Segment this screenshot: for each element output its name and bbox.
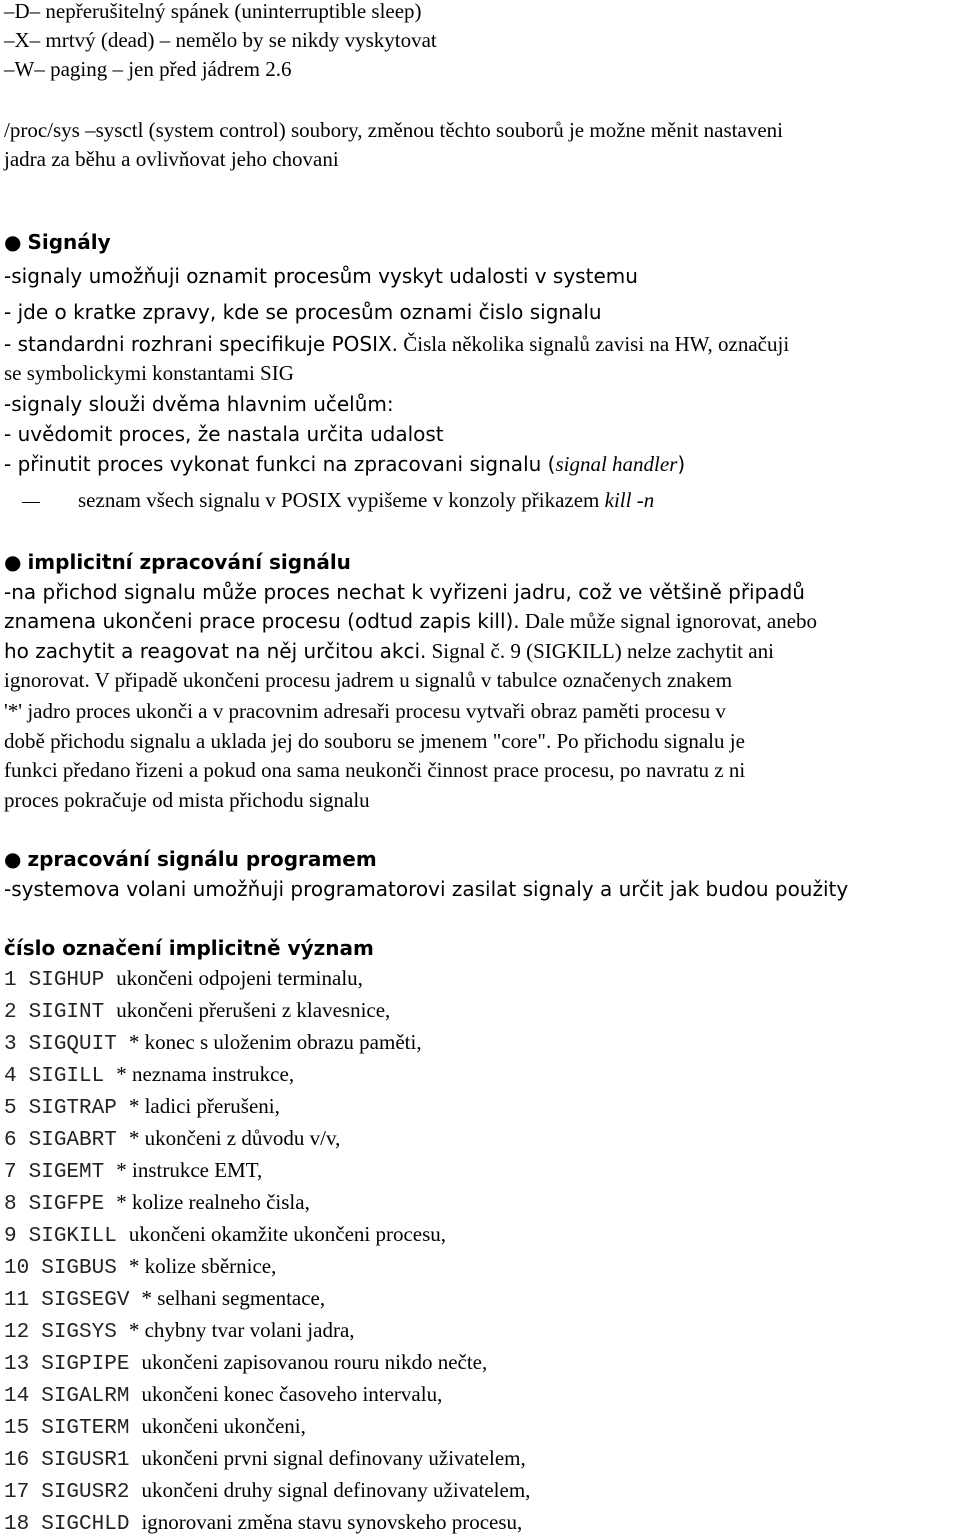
table-row <box>4 1060 294 1091</box>
implicit-line-1: -na přichod signalu může proces nechat k vyřizeni jadru, což ve většině připadů <box>4 580 805 604</box>
signal-number: 13 <box>4 1353 30 1376</box>
signal-number: 6 <box>4 1129 17 1152</box>
implicit-line-2 <box>4 607 817 635</box>
signals-posix-line <box>4 330 789 358</box>
implicit-line-2a: znamena ukončeni prace procesu (odtud zapis kill). <box>4 609 520 633</box>
signal-name: SIGSYS <box>41 1321 117 1344</box>
procsys-line-1: /proc/sys –sysctl (system control) soubory, změnou těchto souborů je možne měnit nastaveni <box>4 118 783 142</box>
table-row <box>4 1284 325 1315</box>
signal-number: 15 <box>4 1417 30 1440</box>
signal-description: ukončeni druhy signal definovany uživatelem, <box>141 1478 531 1502</box>
table-row <box>4 1412 306 1443</box>
table-row <box>4 996 390 1027</box>
signal-number: 1 <box>4 969 17 992</box>
signal-description: * instrukce EMT, <box>116 1158 263 1182</box>
table-row <box>4 1124 340 1155</box>
table-row <box>4 1220 446 1251</box>
signal-name: SIGHUP <box>28 969 105 992</box>
table-row <box>4 1092 280 1123</box>
signal-number: 18 <box>4 1513 30 1536</box>
implicit-line-4: ignorovat. V připadě ukončeni procesu jadrem u signalů v tabulce označenych znakem <box>4 668 733 692</box>
implicit-line-8: proces pokračuje od mista přichodu signalu <box>4 788 370 812</box>
implicit-line-7: funkci předano řizeni a pokud ona sama neukonči činnost prace procesu, po navratu z ni <box>4 758 746 782</box>
signal-number: 9 <box>4 1225 17 1248</box>
signal-description: ukončeni konec časoveho intervalu, <box>141 1382 443 1406</box>
implicit-line-3 <box>4 637 774 665</box>
state-w-line: –W– paging – jen před jádrem 2.6 <box>4 57 292 81</box>
signal-number: 8 <box>4 1193 17 1216</box>
section-title: Signály <box>27 230 111 254</box>
table-row <box>4 1348 487 1379</box>
signal-number: 5 <box>4 1097 17 1120</box>
signal-number: 2 <box>4 1001 17 1024</box>
signal-name: SIGFPE <box>28 1193 105 1216</box>
signal-number: 17 <box>4 1481 30 1504</box>
posix-text-continued: Čisla několika signalů zavisi na HW, označuji <box>398 332 790 356</box>
signal-name: SIGABRT <box>28 1129 117 1152</box>
dash-icon <box>22 502 40 503</box>
signal-name: SIGINT <box>28 1001 105 1024</box>
signal-number: 3 <box>4 1033 17 1056</box>
signal-description: * ladici přerušeni, <box>128 1094 280 1118</box>
signal-name: SIGTERM <box>41 1417 130 1440</box>
table-row <box>4 1380 442 1411</box>
program-line: -systemova volani umožňuji programatorovi zasilat signaly a určit jak budou použity <box>4 877 849 901</box>
signal-description: * ukončeni z důvodu v/v, <box>128 1126 341 1150</box>
implicit-line-2b: Dale může signal ignorovat, anebo <box>519 609 818 633</box>
signals-line-2: - jde o kratke zpravy, kde se procesům oznami čislo signalu <box>4 300 602 324</box>
signal-name: SIGQUIT <box>28 1033 117 1056</box>
signal-number: 10 <box>4 1257 30 1280</box>
bullet-icon: ● <box>4 230 22 254</box>
posix-list-text: seznam všech signalu v POSIX vypišeme v konzoly přikazem <box>78 488 605 512</box>
table-row <box>4 964 363 995</box>
signal-number: 12 <box>4 1321 30 1344</box>
signal-description: * neznama instrukce, <box>116 1062 295 1086</box>
implicit-line-5: '*' jadro proces ukonči a v pracovnim adresaři procesu vytvaři obraz paměti procesu v <box>4 699 726 723</box>
table-row <box>4 1444 526 1475</box>
signals-line-5: - uvědomit proces, že nastala určita udalost <box>4 422 444 446</box>
table-header: číslo označení implicitně význam <box>4 936 374 960</box>
handler-suffix: ) <box>677 452 686 476</box>
signal-name: SIGPIPE <box>41 1353 130 1376</box>
signal-description: ukončeni okamžite ukončeni procesu, <box>128 1222 447 1246</box>
implicit-line-6: době přichodu signalu a uklada jej do souboru se jmenem "core". Po přichodu signalu je <box>4 729 745 753</box>
program-heading <box>4 845 377 873</box>
signal-number: 16 <box>4 1449 30 1472</box>
handler-prefix: - přinutit proces vykonat funkci na zpracovani signalu ( <box>4 452 556 476</box>
handler-italic: signal handler <box>555 452 678 476</box>
signals-line-4: -signaly slouži dvěma hlavnim učelům: <box>4 392 394 416</box>
signal-description: ukončeni zapisovanou rouru nikdo nečte, <box>141 1350 488 1374</box>
table-row <box>4 1252 276 1283</box>
state-d-line: –D– nepřerušitelný spánek (uninterruptible sleep) <box>4 0 422 23</box>
signal-number: 14 <box>4 1385 30 1408</box>
signal-number: 11 <box>4 1289 30 1312</box>
signal-description: * konec s uloženim obrazu paměti, <box>128 1030 422 1054</box>
posix-list-item <box>22 486 654 514</box>
signal-name: SIGILL <box>28 1065 105 1088</box>
signal-name: SIGSEGV <box>41 1289 130 1312</box>
bullet-icon: ● <box>4 550 22 574</box>
signal-description: ignorovani změna stavu synovskeho procesu, <box>141 1510 523 1534</box>
signal-name: SIGEMT <box>28 1161 105 1184</box>
kill-command: kill -n <box>604 488 655 512</box>
signal-name: SIGBUS <box>41 1257 117 1280</box>
procsys-line-2: jadra za běhu a ovlivňovat jeho chovani <box>4 147 339 171</box>
section-title: implicitní zpracování signálu <box>27 550 351 574</box>
table-row <box>4 1508 522 1539</box>
signal-description: * kolize sběrnice, <box>128 1254 277 1278</box>
state-x-line: –X– mrtvý (dead) – nemělo by se nikdy vyskytovat <box>4 28 437 52</box>
table-row <box>4 1028 422 1059</box>
signal-description: ukončeni odpojeni terminalu, <box>116 966 363 990</box>
table-row <box>4 1476 530 1507</box>
signal-description: ukončeni přerušeni z klavesnice, <box>116 998 391 1022</box>
signal-name: SIGUSR2 <box>41 1481 130 1504</box>
signals-heading <box>4 228 111 256</box>
signals-line-3: se symbolickymi konstantami SIG <box>4 361 294 385</box>
signal-description: ukončeni ukončeni, <box>141 1414 306 1438</box>
table-row <box>4 1188 310 1219</box>
signal-number: 7 <box>4 1161 17 1184</box>
signal-description: ukončeni prvni signal definovany uživatelem, <box>141 1446 526 1470</box>
signal-name: SIGKILL <box>28 1225 117 1248</box>
signal-name: SIGALRM <box>41 1385 130 1408</box>
signal-name: SIGTRAP <box>28 1097 117 1120</box>
bullet-icon: ● <box>4 847 22 871</box>
signal-description: * chybny tvar volani jadra, <box>128 1318 355 1342</box>
implicit-heading <box>4 548 351 576</box>
signals-line-1: -signaly umožňuji oznamit procesům vyskyt udalosti v systemu <box>4 264 638 288</box>
signal-name: SIGUSR1 <box>41 1449 130 1472</box>
table-row <box>4 1156 262 1187</box>
signal-description: * kolize realneho čisla, <box>116 1190 310 1214</box>
signal-name: SIGCHLD <box>41 1513 130 1536</box>
signals-handler-line <box>4 450 685 478</box>
signal-description: * selhani segmentace, <box>141 1286 326 1310</box>
implicit-line-3a: ho zachytit a reagovat na něj určitou akci. <box>4 639 427 663</box>
posix-text: - standardni rozhrani specifikuje POSIX. <box>4 332 399 356</box>
table-row <box>4 1316 355 1347</box>
signal-number: 4 <box>4 1065 17 1088</box>
implicit-line-3b: Signal č. 9 (SIGKILL) nelze zachytit ani <box>426 639 774 663</box>
section-title: zpracování signálu programem <box>27 847 377 871</box>
